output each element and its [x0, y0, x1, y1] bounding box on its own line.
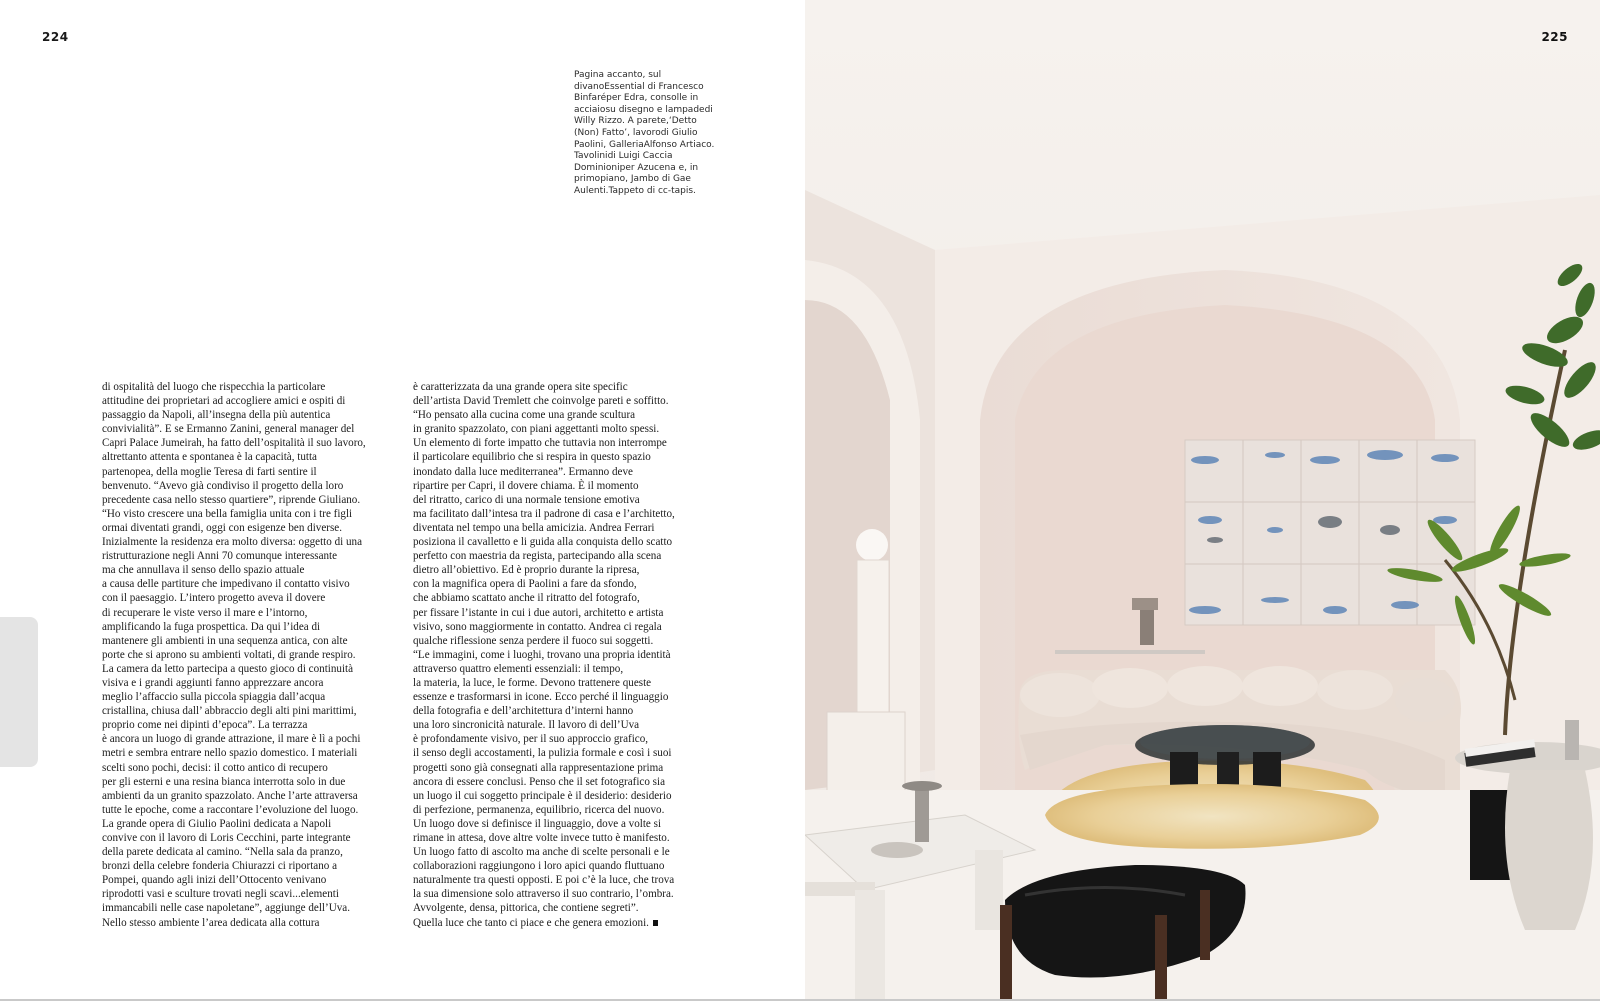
- column-2-line: dietro all’obiettivo. Ed è proprio durante la ripresa,: [413, 564, 640, 577]
- caption-line: Pagina accanto, sul divano: [574, 70, 662, 92]
- column-1-line: per gli esterni e una resina bianca interrotta solo in due: [102, 775, 346, 788]
- column-2-line: il senso degli accostamenti, la pulizia formale e così i suoi: [413, 747, 672, 760]
- column-2-line: posiziona il cavalletto e li guida alla conquista dello scatto: [413, 536, 673, 549]
- column-1-line: immancabili nelle case napoletane”, aggiunge dell’Uva.: [102, 902, 350, 915]
- column-2-line: la materia, la luce, le forme. Devono trattenere queste: [413, 676, 652, 689]
- column-1-line: della parete dedicata al camino. “Nella sala da pranzo,: [102, 846, 343, 859]
- column-2-line: in granito spazzolato, con piani aggettanti molto spessi.: [413, 423, 660, 436]
- column-2-line: perfetto con maestria da regista, partecipando alla scena: [413, 550, 662, 563]
- column-1-line: scelti sono pochi, decisi: il cotto antico di recupero: [102, 761, 328, 774]
- column-2-line: una loro sincronicità naturale. Il lavoro di dell’Uva: [413, 719, 640, 732]
- column-1-line: La camera da letto partecipa a questo gioco di continuità: [102, 662, 354, 675]
- column-1-line: bronzi della celebre fonderia Chiurazzi ci riportano a: [102, 860, 338, 873]
- column-2-line: progetti sono già consegnati alla rappresentazione prima: [413, 761, 664, 774]
- column-2-line: di perfezione, permanenza, equilibrio, ricerca del nuovo.: [413, 803, 665, 816]
- caption-line: su disegno e lampade: [605, 104, 705, 115]
- column-2-line: della fotografia e dell’architettura d’interni hanno: [413, 705, 634, 718]
- column-2-line: ma facilitato dall’intesa tra il padrone di casa e l’architetto,: [413, 507, 675, 520]
- column-1-line: di ospitalità del luogo che rispecchia la particolare: [102, 381, 326, 393]
- column-1-line: Capri Palace Jumeirah, ha fatto dell’ospitalità il suo lavoro,: [102, 437, 366, 450]
- column-1-line: partenopea, della moglie Teresa di farti sentire il: [102, 465, 317, 478]
- wall-artwork: [1185, 440, 1475, 625]
- column-1-line: ambienti da un granito spazzolato. Anche l’arte attraversa: [102, 789, 358, 802]
- column-1-line: Pompei, quando agli inizi dell’Ottocento venivano: [102, 874, 327, 887]
- caption-line: ‘Detto (Non) Fatto’, lavoro: [574, 116, 697, 138]
- column-1-line: benvenuto. “Avevo già condiviso il progetto della loro: [102, 479, 344, 492]
- column-2-line: collaborazioni raggiungono i loro apici quando fluttuano: [413, 860, 665, 873]
- column-2-line: visivo, sono maggiormente in contatto. Andrea ci regala: [413, 620, 662, 633]
- column-2-line: del ritratto, carico di una normale tensione emotiva: [413, 493, 640, 506]
- interior-photo-illustration: [805, 0, 1600, 1001]
- column-1-line: con il paesaggio. L’intero progetto aveva il dovere: [102, 592, 326, 605]
- text-column-1: [102, 380, 402, 930]
- interior-photo: [805, 0, 1600, 1001]
- column-2-line: che abbiamo scattato anche il ritratto del fotografo,: [413, 592, 640, 605]
- column-2-line: Un elemento di forte impatto che tuttavia non interrompe: [413, 437, 667, 450]
- column-2-line: Un luogo dove si definisce il linguaggio, dove a volte si: [413, 817, 662, 830]
- column-2-line: Avvolgente, densa, pittorica, che contiene segreti”.: [413, 902, 639, 915]
- column-1-line: altrettanto attenta e spontanea è la capacità, tutta: [102, 451, 317, 464]
- side-tab-handle[interactable]: [0, 617, 38, 767]
- caption-line: di Luigi Caccia Dominioni: [574, 151, 673, 173]
- column-1-line: meglio l’affaccio sulla piccola spiaggia dall’acqua: [102, 691, 326, 704]
- caption-line: di Willy Rizzo. A parete,: [574, 104, 713, 127]
- column-2-line: inondato dalla luce mediterranea”. Ermanno deve: [413, 465, 633, 478]
- column-2-line: è caratterizzata da una grande opera site specific: [413, 381, 628, 393]
- column-1-line: attitudine dei proprietari ad accogliere amici e ospiti di: [102, 395, 346, 408]
- column-1-line: cristallina, chiusa dall’ abbraccio degli alti pini marittimi,: [102, 705, 357, 718]
- caption-line: per Azucena e, in primo: [574, 162, 699, 185]
- column-2-line: ancora di essere conclusi. Penso che il set fotografico sia: [413, 775, 665, 788]
- column-1-line: di recuperare le viste verso il mare e l’intorno,: [102, 606, 308, 619]
- column-2-line: qualche riflessione senza perdere il fuoco sui soggetti.: [413, 634, 654, 647]
- column-1-line: è ancora un luogo di grande attrazione, il mare è lì a pochi: [102, 733, 361, 746]
- caption-line: Tappeto di cc-tapis.: [608, 185, 696, 196]
- column-1-line: ormai diventati grandi, oggi con esigenze ben diverse.: [102, 521, 342, 534]
- column-1-line: tutte le epoche, come a raccontare l’evoluzione del luogo.: [102, 803, 359, 816]
- column-2-line: rimane in attesa, dove altre volte invece tutto è manifesto.: [413, 832, 670, 844]
- column-1-line: proprio come nei dipinti d’epoca”. La terrazza: [102, 719, 308, 732]
- column-2-line: Un luogo fatto di ascolto ma anche di scelte personali e le: [413, 846, 670, 859]
- column-2-line: ripartire per Capri, il dovere chiama. È il momento: [413, 479, 639, 492]
- column-1-line: amplificando la fuga prospettica. Da qui l’idea di: [102, 620, 321, 633]
- column-2-line: “Le immagini, come i luoghi, trovano una propria identità: [413, 648, 671, 661]
- column-2-line: la sua dimensione solo attraverso il suo contrario, l’ombra.: [413, 888, 674, 901]
- text-column-2: [413, 380, 713, 930]
- caption-line: per Edra, consolle in acciaio: [574, 93, 699, 115]
- column-2-line: naturalmente tra questi opposti. E poi c’è la luce, che trova: [413, 874, 675, 887]
- caption-line: piano, Jambo di Gae Aulenti.: [574, 174, 691, 196]
- column-1-line: Nello stesso ambiente l’area dedicata alla cottura: [102, 916, 320, 929]
- caption-line: di Giulio Paolini, Galleria: [574, 127, 698, 150]
- caption-line: Alfonso Artiaco. Tavolini: [574, 139, 715, 162]
- column-2-line: è profondamente visivo, per il suo approccio grafico,: [413, 733, 649, 746]
- column-2-line: un luogo il cui soggetto principale è il desiderio: desiderio: [413, 789, 672, 802]
- column-2-line: con la magnifica opera di Paolini a fare da sfondo,: [413, 578, 637, 591]
- column-2-line: Quella luce che tanto ci piace e che genera emozioni.: [413, 916, 713, 930]
- column-1-line: “Ho visto crescere una bella famiglia unita con i tre figli: [102, 507, 353, 520]
- column-2-line: “Ho pensato alla cucina come una grande scultura: [413, 409, 636, 422]
- column-2-line: essenze e trasformarsi in icone. Ecco perché il linguaggio: [413, 691, 669, 704]
- photo-caption: [574, 70, 724, 198]
- column-1-line: porte che si aprono su ambienti voltati, di grande respiro.: [102, 648, 356, 661]
- column-2-line: diventata nel tempo una bella amicizia. Andrea Ferrari: [413, 521, 655, 534]
- column-1-line: La grande opera di Giulio Paolini dedicata a Napoli: [102, 817, 332, 830]
- column-1-line: visiva e i grandi aggiunti fanno apprezzare ancora: [102, 676, 324, 689]
- column-2-line: dell’artista David Tremlett che coinvolge pareti e soffitto.: [413, 395, 669, 408]
- column-1-line: convive con il lavoro di Loris Cecchini, parte integrante: [102, 832, 351, 844]
- column-1-line: mantenere gli ambienti in una sequenza antica, con alte: [102, 634, 348, 647]
- column-1-line: riprodotti vasi e sculture trovati negli scavi...elementi: [102, 888, 339, 901]
- column-2-line: per fissare l’istante in cui i due autori, architetto e artista: [413, 606, 664, 619]
- column-1-line: precedente casa nello stesso quartiere”, riprende Giuliano.: [102, 493, 361, 506]
- column-1-line: a causa delle partiture che impedivano il contatto visivo: [102, 578, 350, 591]
- column-1-line: Inizialmente la residenza era molto diversa: oggetto di una: [102, 536, 362, 549]
- column-2-line: il particolare equilibrio che si respira in questo spazio: [413, 451, 651, 464]
- column-1-line: metri e sembra entrare nello spazio domestico. I materiali: [102, 747, 358, 760]
- column-1-line: convivialità”. E se Ermanno Zanini, general manager del: [102, 423, 355, 436]
- column-1-line: ristrutturazione negli Anni 70 comunque interessante: [102, 550, 338, 563]
- column-1-line: passaggio da Napoli, all’insegna della più autentica: [102, 409, 331, 422]
- caption-line: Essential di Francesco Binfaré: [574, 81, 704, 104]
- column-2-line: attraverso quattro elementi essenziali: il tempo,: [413, 662, 624, 675]
- page-number-left: 224: [42, 30, 69, 44]
- end-of-article-mark: [653, 920, 658, 926]
- page-number-right: 225: [1541, 30, 1568, 44]
- column-1-line: ma che annullava il senso dello spazio attuale: [102, 564, 305, 577]
